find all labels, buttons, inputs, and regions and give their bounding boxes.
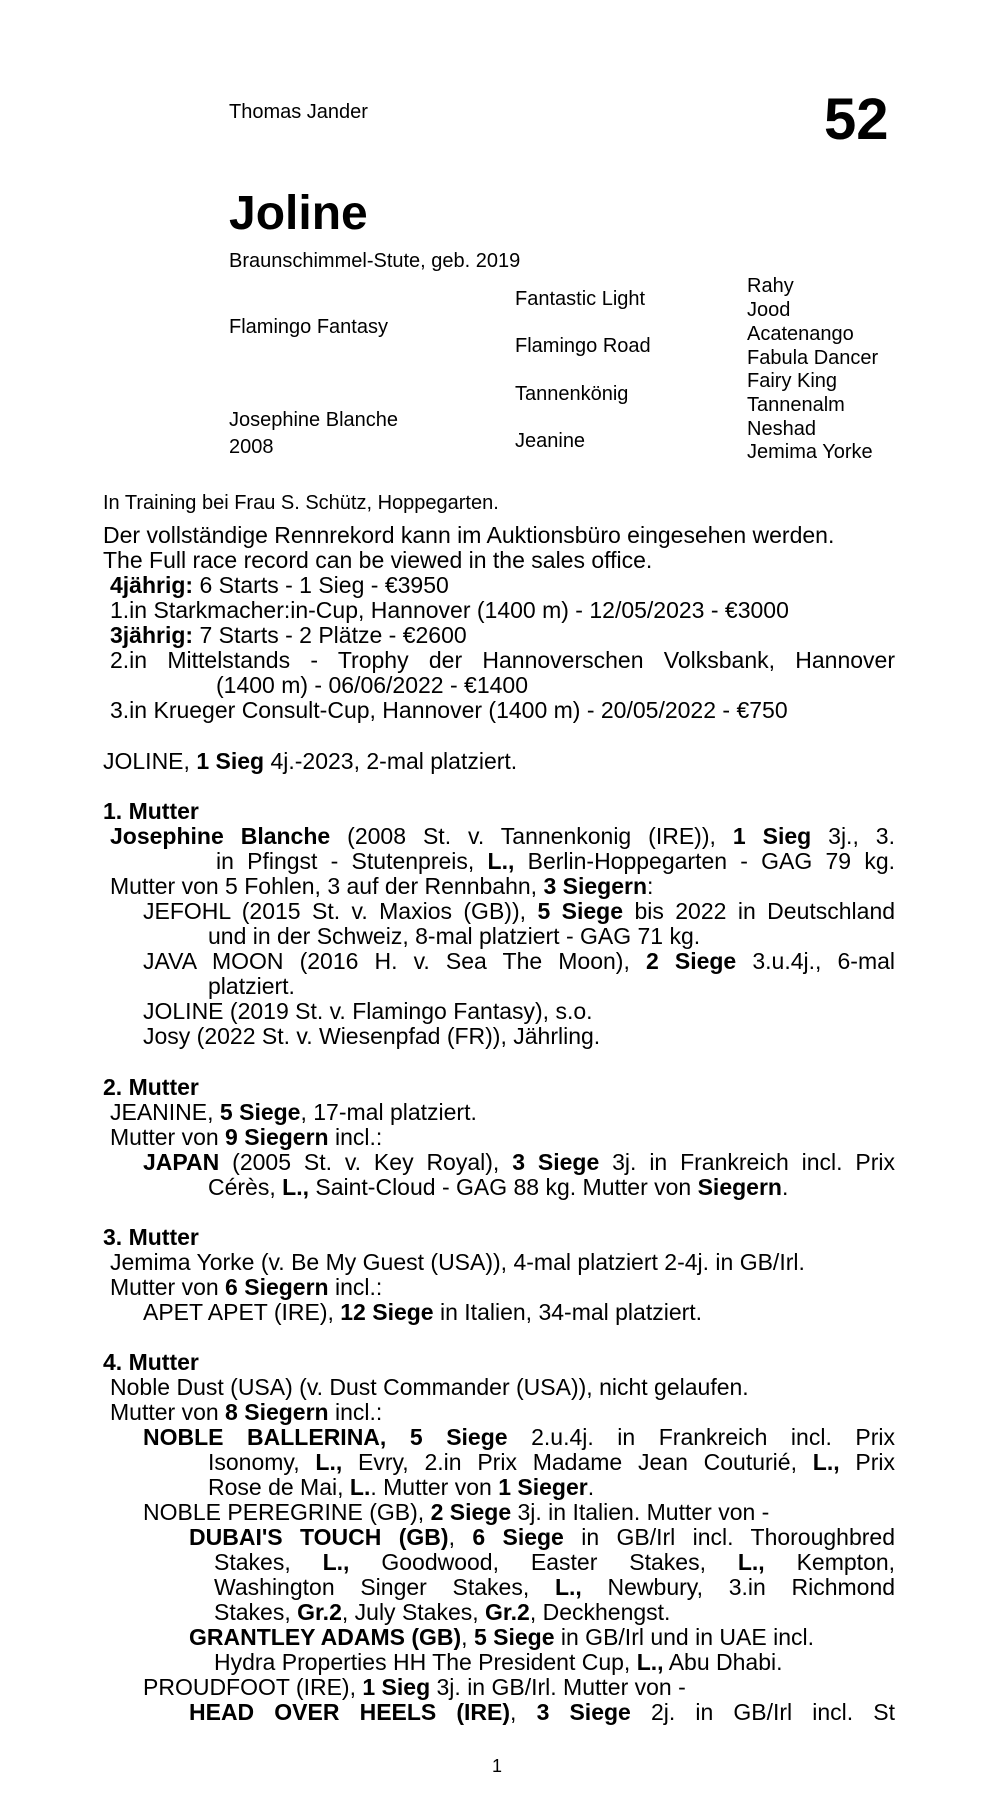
dam1-listed: L., (487, 848, 515, 874)
dam1-produce-c: : (647, 873, 654, 899)
dam3-produce (110, 1275, 382, 1300)
dam1-line2-b: Berlin-Hoppegarten - GAG 79 kg. (527, 848, 896, 874)
dam1-jefohl-2: und in der Schweiz, 8-mal platziert - GAG 71 kg. (208, 923, 701, 949)
dam1-name: Josephine Blanche (110, 823, 331, 849)
dam2-japan-1 (143, 1150, 895, 1175)
dam1-jefohl-1 (143, 899, 895, 924)
dam4-dt-l1: L., (322, 1549, 350, 1575)
dam2-japan-e: Siegern (697, 1174, 782, 1200)
dam4-dubais-touch-1 (189, 1525, 895, 1550)
pedigree-dam: Josephine Blanche (229, 409, 399, 431)
dam4-dt-l2: L., (737, 1549, 765, 1575)
pedigree-dam-year: 2008 (229, 436, 274, 458)
dam4-produce-a: Mutter von (110, 1399, 219, 1425)
pedigree-gen2-2: Flamingo Road (515, 335, 651, 357)
dam4-nb-wins: 5 Siege (409, 1424, 508, 1450)
dam4-ga-c: Abu Dhabi. (668, 1649, 783, 1675)
dam4-np-wins: 2 Siege (430, 1499, 512, 1525)
record-note-de: Der vollständige Rennrekord kann im Auktionsbüro eingesehen werden. (103, 522, 835, 548)
dam2-produce (110, 1125, 382, 1150)
pedigree-gen3-4: Fabula Dancer (747, 347, 879, 369)
pedigree-sire: Flamingo Fantasy (229, 316, 388, 338)
dam4-nb-name: NOBLE BALLERINA, (143, 1424, 387, 1450)
dam4-noble-ballerina-2 (208, 1450, 895, 1475)
dam4-produce (110, 1400, 382, 1425)
dam4-noble-ballerina-1 (143, 1425, 895, 1450)
dam2-japan-listed: L., (282, 1174, 309, 1200)
horse-description: Braunschimmel-Stute, geb. 2019 (229, 250, 521, 272)
racing-3y-label: 3jährig: (110, 622, 194, 648)
summary-rest: 4j.-2023, 2-mal platziert. (270, 748, 518, 774)
dam1-jefohl-a: JEFOHL (2015 St. v. Maxios (GB)), (143, 898, 527, 924)
dam4-dt-b: Stakes, (214, 1549, 291, 1575)
dam2-japan-c: Cérès, (208, 1174, 276, 1200)
dam1-line2-a: in Pfingst - Stutenpreis, (216, 848, 475, 874)
dam4-dt-o: , July Stakes, (341, 1599, 479, 1625)
dam3-line-1: Jemima Yorke (v. Be My Guest (USA)), 4-mal platziert 2-4j. in GB/Irl. (110, 1249, 805, 1275)
dam4-grantley-adams-2 (214, 1650, 783, 1675)
dam4-nb-l2: L., (812, 1449, 840, 1475)
training-note: In Training bei Frau S. Schütz, Hoppegarten. (103, 492, 499, 514)
dam4-dt-c: Goodwood, (381, 1549, 499, 1575)
dam4-ga-name: GRANTLEY ADAMS (GB) (189, 1624, 462, 1650)
dam4-nb-d: Prix (855, 1449, 896, 1475)
pedigree-gen3-3: Acatenango (747, 323, 854, 345)
dam1-java-a: JAVA MOON (2016 H. v. Sea The Moon), (143, 948, 630, 974)
dam1-jefohl-b: bis 2022 in Deutschland (634, 898, 896, 924)
dam4-nb-e: Rose de Mai, (208, 1474, 344, 1500)
dam4-pf-a: PROUDFOOT (IRE), (143, 1674, 356, 1700)
page-number: 1 (492, 1756, 503, 1776)
dam4-ho-wins: 3 Siege (536, 1699, 631, 1725)
dam4-grantley-adams-1 (189, 1625, 814, 1650)
dam4-dt-i: Stakes, (452, 1574, 530, 1600)
dam4-dt-m: Richmond (791, 1574, 896, 1600)
dam1-line-2 (216, 849, 895, 874)
dam4-nb-h: . (587, 1474, 595, 1500)
dam4-dubais-touch-2 (214, 1550, 895, 1575)
dam2-title: 2. Mutter (103, 1074, 199, 1100)
racing-3y-summary: 7 Starts - 2 Plätze - €2600 (199, 622, 467, 648)
dam4-nb-g: 1 Sieger (498, 1474, 588, 1500)
racing-4y-summary: 6 Starts - 1 Sieg - €3950 (199, 572, 449, 598)
dam4-dt-a: in GB/Irl incl. Thoroughbred (581, 1524, 896, 1550)
pedigree-gen3-5: Fairy King (747, 370, 838, 392)
racing-3y-race-1a: 2.in Mittelstands - Trophy der Hannoverschen Volksbank, Hannover (110, 647, 895, 673)
dam4-produce-c: incl.: (334, 1399, 383, 1425)
pedigree-gen2-4: Jeanine (515, 430, 586, 452)
dam4-produce-b: 8 Siegern (225, 1399, 329, 1425)
dam2-japan-a: (2005 St. v. Key Royal), (232, 1149, 500, 1175)
dam3-title: 3. Mutter (103, 1224, 199, 1250)
dam2-produce-c: incl.: (334, 1124, 383, 1150)
dam4-dt-d: Easter (530, 1549, 598, 1575)
dam3-produce-c: incl.: (334, 1274, 383, 1300)
summary-line (103, 749, 517, 774)
dam4-ho-name: HEAD OVER HEELS (IRE) (189, 1699, 511, 1725)
dam2-japan-b: 3j. in Frankreich incl. Prix (612, 1149, 896, 1175)
dam4-pf-wins: 1 Sieg (362, 1674, 431, 1700)
dam1-produce-a: Mutter von 5 Fohlen, 3 auf der Rennbahn, (110, 873, 538, 899)
pedigree-gen3-8: Jemima Yorke (747, 441, 873, 463)
dam2-japan-2 (208, 1175, 788, 1200)
dam4-dt-sep: , (448, 1524, 455, 1550)
dam4-np-a: NOBLE PEREGRINE (GB), (143, 1499, 425, 1525)
racing-4y-race-1: 1.in Starkmacher:in-Cup, Hannover (1400 m) - 12/05/2023 - €3000 (110, 597, 789, 623)
dam1-title: 1. Mutter (103, 798, 199, 824)
dam3-apet (143, 1300, 702, 1325)
dam2-japan-name: JAPAN (143, 1149, 220, 1175)
dam4-ga-sep: , (461, 1624, 468, 1650)
dam4-ga-listed: L., (636, 1649, 664, 1675)
dam4-dt-h: Singer (360, 1574, 427, 1600)
dam4-title: 4. Mutter (103, 1349, 199, 1375)
dam4-ho-a: 2j. in GB/Irl incl. St (650, 1699, 896, 1725)
pedigree-gen2-1: Fantastic Light (515, 288, 646, 310)
dam2-japan-wins: 3 Siege (512, 1149, 600, 1175)
dam4-dt-wins: 6 Siege (472, 1524, 564, 1550)
dam4-dt-gr2-2: Gr.2 (485, 1599, 530, 1625)
pedigree-gen3-2: Jood (747, 299, 791, 321)
dam4-noble-ballerina-3 (208, 1475, 594, 1500)
dam3-apet-wins: 12 Siege (340, 1299, 434, 1325)
lot-number: 52 (824, 87, 889, 152)
dam4-dubais-touch-4 (214, 1600, 670, 1625)
dam4-pf-b: 3j. in GB/Irl. Mutter von - (436, 1674, 686, 1700)
dam4-ga-b: Hydra Properties HH The President Cup, (214, 1649, 631, 1675)
dam2-japan-f: . (781, 1174, 789, 1200)
dam1-java-1 (143, 949, 895, 974)
dam4-dt-e: Stakes, (629, 1549, 706, 1575)
dam2-japan-d: Saint-Cloud - GAG 88 kg. Mutter von (315, 1174, 692, 1200)
dam1-produce-b: 3 Siegern (543, 873, 647, 899)
dam4-ga-a: in GB/Irl und in UAE incl. (560, 1624, 814, 1650)
dam4-line-1: Noble Dust (USA) (v. Dust Commander (USA)), nicht gelaufen. (110, 1374, 749, 1400)
dam1-produce (110, 874, 653, 899)
dam1-java-2: platziert. (208, 973, 295, 999)
dam4-dt-g: Washington (214, 1574, 335, 1600)
pedigree-gen2-3: Tannenkönig (515, 383, 629, 405)
pedigree-gen3-7: Neshad (747, 418, 816, 440)
record-note-en: The Full race record can be viewed in the sales office. (103, 547, 653, 573)
summary-wins: 1 Sieg (196, 748, 265, 774)
dam4-dubais-touch-3 (214, 1575, 895, 1600)
dam4-dt-f: Kempton, (796, 1549, 896, 1575)
dam4-noble-peregrine (143, 1500, 769, 1525)
dam4-nb-a: 2.u.4j. in Frankreich incl. Prix (531, 1424, 895, 1450)
racing-3y-line (110, 623, 467, 648)
dam3-produce-b: 6 Siegern (225, 1274, 329, 1300)
horse-name: Joline (229, 187, 368, 240)
dam1-joline: JOLINE (2019 St. v. Flamingo Fantasy), s.o. (143, 998, 593, 1024)
dam4-np-b: 3j. in Italien. Mutter von - (517, 1499, 770, 1525)
racing-3y-race-2: 3.in Krueger Consult-Cup, Hannover (1400 m) - 20/05/2022 - €750 (110, 697, 788, 723)
dam2-line-1 (110, 1100, 477, 1125)
racing-3y-race-1b: (1400 m) - 06/06/2022 - €1400 (216, 672, 528, 698)
dam3-apet-a: APET APET (IRE), (143, 1299, 334, 1325)
racing-4y-label: 4jährig: (110, 572, 194, 598)
dam4-dt-p: , Deckhengst. (529, 1599, 671, 1625)
dam4-nb-c: Evry, 2.in Prix Madame Jean Couturié, (358, 1449, 797, 1475)
dam4-nb-f: . Mutter von (370, 1474, 492, 1500)
dam3-produce-a: Mutter von (110, 1274, 219, 1300)
dam4-nb-l3: L. (349, 1474, 371, 1500)
dam4-proudfoot (143, 1675, 686, 1700)
dam1-josy: Josy (2022 St. v. Wiesenpfad (FR)), Jährling. (143, 1023, 601, 1049)
summary-name: JOLINE, (103, 748, 190, 774)
racing-4y-line (110, 573, 449, 598)
dam4-dt-j: Newbury, (607, 1574, 703, 1600)
dam3-apet-b: in Italien, 34-mal platziert. (440, 1299, 703, 1325)
dam1-java-b: 3.u.4j., 6-mal (752, 948, 896, 974)
dam4-dt-k: 3.in (728, 1574, 766, 1600)
dam1-line-1 (110, 824, 895, 849)
dam2-produce-a: Mutter von (110, 1124, 219, 1150)
dam4-ho-sep: , (510, 1699, 517, 1725)
dam2-line1-b: , 17-mal platziert. (300, 1099, 477, 1125)
dam4-nb-l1: L., (315, 1449, 343, 1475)
dam1-wins: 1 Sieg (732, 823, 812, 849)
dam1-line1-a: (2008 St. v. Tannenkonig (IRE)), (347, 823, 716, 849)
dam2-wins: 5 Siege (219, 1099, 301, 1125)
dam4-dt-n: Stakes, (214, 1599, 291, 1625)
pedigree-gen3-6: Tannenalm (747, 394, 845, 416)
dam1-jefohl-wins: 5 Siege (537, 898, 624, 924)
dam4-nb-b: Isonomy, (208, 1449, 300, 1475)
pedigree-gen3-1: Rahy (747, 275, 794, 297)
dam2-line1-a: JEANINE, (110, 1099, 214, 1125)
dam1-line1-b: 3j., 3. (828, 823, 895, 849)
dam4-dt-name: DUBAI'S TOUCH (GB) (189, 1524, 449, 1550)
dam4-head-over-heels (189, 1700, 895, 1725)
dam4-dt-l3: L., (554, 1574, 582, 1600)
dam4-ga-wins: 5 Siege (473, 1624, 555, 1650)
trainer-name: Thomas Jander (229, 101, 368, 123)
dam2-produce-b: 9 Siegern (225, 1124, 329, 1150)
dam4-dt-gr2-1: Gr.2 (297, 1599, 342, 1625)
dam1-java-wins: 2 Siege (645, 948, 737, 974)
